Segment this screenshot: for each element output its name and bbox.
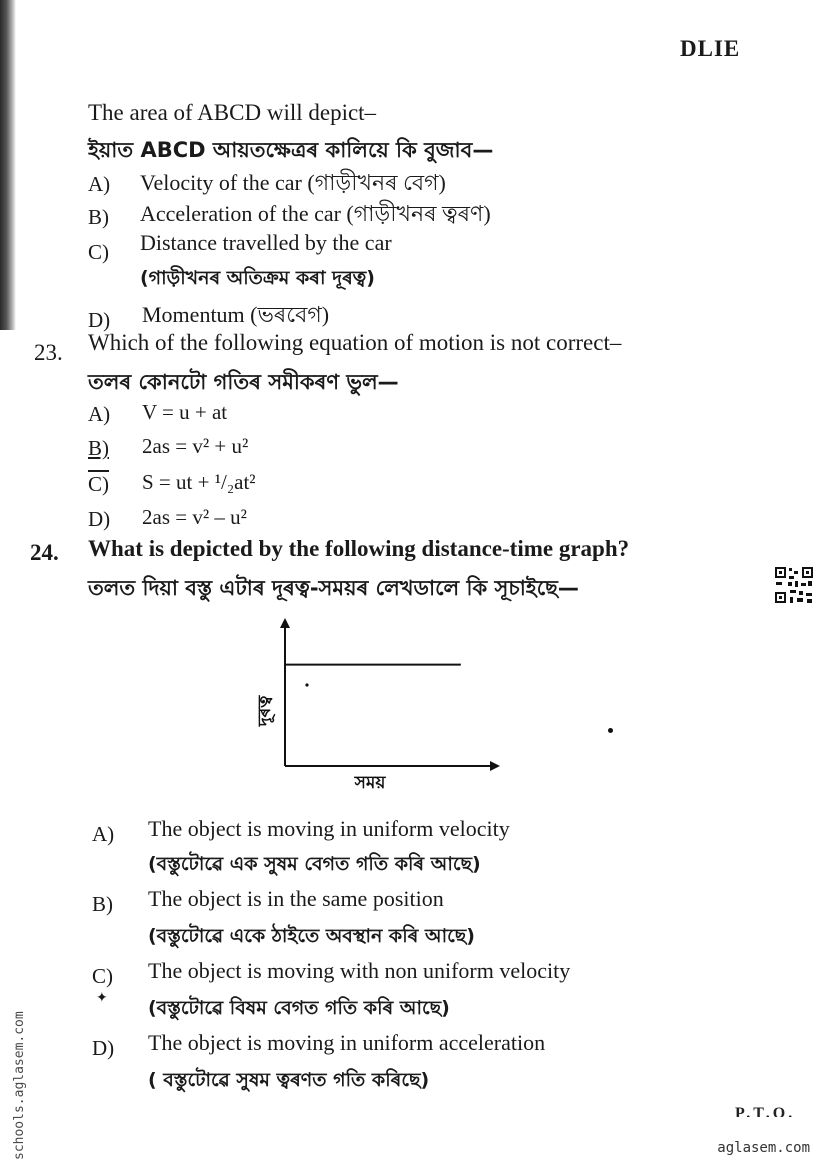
q24-option-a-as: (বস্তুটোৱে এক সুষম বেগত গতি কৰি আছে) [148, 853, 481, 875]
watermark-text: schools.aglasem.com [12, 1011, 27, 1160]
q24-option-c-as: (বস্তুটোৱে বিষম বেগত গতি কৰি আছে) [148, 997, 450, 1019]
q23-number: 23. [34, 340, 63, 365]
scan-edge-shadow [0, 0, 16, 330]
graph-y-label: দূৰত্ব [255, 695, 275, 727]
pen-tick-mark: ✦ [96, 991, 108, 1006]
q22-option-b-letter: B) [88, 205, 109, 229]
q22-option-a-letter: A) [88, 172, 111, 196]
q24-prompt-as: তলত দিয়া বস্তু এটাৰ দূৰত্ব-সময়ৰ লেখডালে কি সূচাইছে— [88, 576, 579, 600]
paper-code: DLIE [680, 36, 741, 61]
q24-option-a-letter: A) [92, 822, 115, 846]
q24-option-c-letter: C) [92, 964, 113, 988]
x-axis-arrow [490, 761, 500, 771]
footer-site[interactable]: aglasem.com [717, 1140, 810, 1156]
q22-prompt-as: ইয়াত ABCD আয়তক্ষেত্ৰৰ কালিয়ে কি বুজাব— [88, 138, 494, 162]
q23-option-a[interactable]: V = u + at [142, 400, 228, 424]
q24-option-d-as: ( বস্তুটোৱে সুষম ত্বৰণত গতি কৰিছে) [148, 1069, 430, 1091]
scan-speck [608, 728, 613, 733]
q23-option-a-letter: A) [88, 402, 111, 426]
q24-option-a[interactable]: The object is moving in uniform velocity [148, 816, 510, 841]
q22-prompt-en: The area of ABCD will depict– [88, 100, 377, 125]
q23-prompt-as: তলৰ কোনটো গতিৰ সমীকৰণ ভুল— [88, 370, 399, 394]
q22-option-c-as: (গাড়ীখনৰ অতিক্ৰম কৰা দূৰত্ব) [140, 267, 375, 289]
q23-option-c-letter: C) [88, 472, 109, 496]
q22-option-c[interactable]: Distance travelled by the car [140, 230, 392, 255]
q24-number: 24. [30, 540, 59, 565]
q24-option-b[interactable]: The object is in the same position [148, 886, 444, 911]
q23-option-d[interactable]: 2as = v² – u² [142, 505, 247, 529]
qr-code-icon [774, 566, 814, 604]
q22-option-d[interactable]: Momentum (ভৰবেগ) [142, 302, 330, 327]
q23-option-b-letter: B) [88, 436, 109, 460]
q22-option-c-letter: C) [88, 240, 109, 264]
q24-option-b-letter: B) [92, 892, 113, 916]
y-axis-arrow [280, 618, 290, 628]
q24-prompt-en: What is depicted by the following distance-time graph? [88, 536, 630, 561]
q22-option-d-letter: D) [88, 308, 111, 332]
graph-x-label: সময় [354, 773, 386, 793]
q23-option-d-letter: D) [88, 507, 111, 531]
q22-option-b[interactable]: Acceleration of the car (গাড়ীখনৰ ত্বৰণ) [140, 201, 491, 226]
q23-prompt-en: Which of the following equation of motion is not correct– [88, 330, 622, 355]
q23-option-c[interactable]: S = ut + ¹/₂at² [142, 470, 256, 494]
q24-option-d[interactable]: The object is moving in uniform acceleration [148, 1030, 546, 1055]
q24-option-d-letter: D) [92, 1036, 115, 1060]
distance-time-graph [240, 616, 510, 796]
q24-option-c[interactable]: The object is moving with non uniform velocity [148, 958, 571, 983]
q23-option-b[interactable]: 2as = v² + u² [142, 434, 249, 458]
scan-speck [305, 683, 308, 686]
q24-option-b-as: (বস্তুটোৱে একে ঠাইতে অবস্থান কৰি আছে) [148, 925, 475, 947]
pto-note: P.T.O. [735, 1105, 796, 1117]
q22-option-a[interactable]: Velocity of the car (গাড়ীখনৰ বেগ) [140, 170, 446, 195]
